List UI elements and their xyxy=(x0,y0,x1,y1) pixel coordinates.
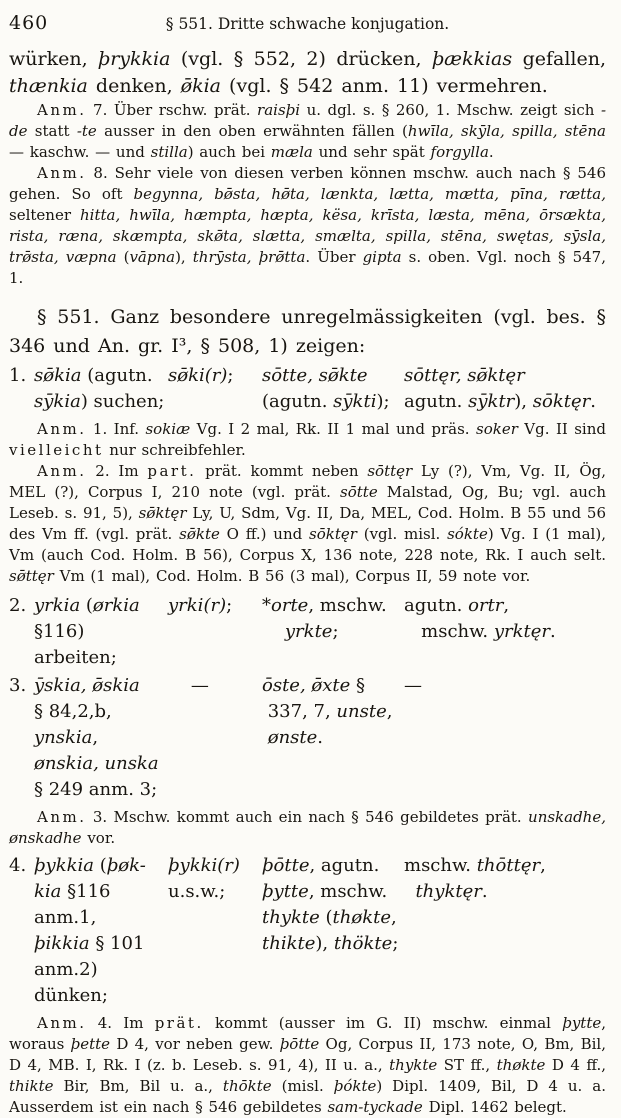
item-4-lemma: þykkia (þøk- kia §116 anm.1, þikkia § 101 anm.2) dünken; xyxy=(34,855,146,1006)
item-4-number: 4. xyxy=(9,855,27,876)
item-2-participle: agutn. ortr, mschw. yrktęr. xyxy=(404,595,556,642)
anm-4-paragraph: Anm. 4. Im prät. kommt (ausser im G. II) mschw. einmal þytte, woraus þette D 4, vor neben gew. þōtte Og, Corpus II, 173 note, O, Bm, Bil, D 4, MB. I, Rk. I (z. b. Leseb. s. 91, 4), II u. a., thykte ST ff., thøkte D 4 ff., thikte Bir, Bm, Bil u. a., thōkte (misl. þókte) Dipl. 1409, Bil, D 4 u. a. Ausserdem ist ein nach § 546 gebildetes sam-tyckade Dipl. 1462 belegt. xyxy=(9,1014,607,1116)
running-head: § 551. Dritte schwache konjugation. xyxy=(165,15,450,33)
section-551-heading-paragraph: § 551. Ganz besondere unregelmässigkeiten (vgl. bes. § 346 und An. gr. I³, § 508, 1) zeigen: xyxy=(9,306,606,357)
anm-7-paragraph: Anm. 7. Über rschw. prät. raisþi u. dgl. s. § 260, 1. Mschw. zeigt sich -de statt -te ausser in den oben erwähnten fällen (hwīla, skȳla, spilla, stēna — kaschw. — und stilla) auch bei mæla und sehr spät forgylla. xyxy=(9,101,607,161)
paradigm-row-2 xyxy=(9,593,606,671)
page-number: 460 xyxy=(9,12,49,34)
item-3-preterite: ōste, ø̄xte § 337, 7, unste, ønste. xyxy=(262,675,393,748)
item-4-preterite: þōtte, agutn. þytte, mschw. thykte (thøkte, thikte), thökte; xyxy=(262,855,399,954)
item-1-present: sø̄ki(r); xyxy=(168,365,234,386)
page-header xyxy=(9,12,606,38)
item-3-present: — xyxy=(168,675,209,696)
paradigm-row-3 xyxy=(9,673,606,803)
item-2-present: yrki(r); xyxy=(168,595,233,616)
item-2-number: 2. xyxy=(9,595,27,616)
item-2-lemma: yrkia (ørkia §116) arbeiten; xyxy=(34,595,140,668)
anm-1-paragraph: Anm. 1. Inf. sokiæ Vg. I 2 mal, Rk. II 1 mal und präs. soker Vg. II sind vielleicht nur schreibfehler. xyxy=(9,420,606,459)
anm-2-paragraph: Anm. 2. Im part. prät. kommt neben sōttęr Ly (?), Vm, Vg. II, Ög, MEL (?), Corpus I, 210 note (vgl. prät. sōtte Malstad, Og, Bu; vgl. auch Leseb. s. 91, 5), sø̄ktęr Ly, U, Sdm, Vg. II, Da, MEL, Cod. Holm. B 55 und 56 des Vm ff. (vgl. prät. sø̄kte O ff.) und sōktęr (vgl. misl. sókte) Vg. I (1 mal), Vm (auch Cod. Holm. B 56), Corpus X, 136 note, 228 note, Rk. I auch selt. sø̄ttęr Vm (1 mal), Cod. Holm. B 56 (3 mal), Corpus II, 59 note vor. xyxy=(9,462,606,585)
paradigm-row-4 xyxy=(9,853,606,1009)
anm-8-paragraph: Anm. 8. Sehr viele von diesen verben können mschw. auch nach § 546 gehen. So oft begynna, bø̄sta, hø̄ta, lænkta, lætta, mætta, pīna, rætta, seltener hitta, hwīla, hæmpta, hæpta, kësa, krīsta, læsta, mēna, ōrsækta, rista, ræna, skæmpta, skø̄ta, slætta, smælta, spilla, stēna, swętas, sȳsla, trø̄sta, væpna (vāpna), thrȳsta, þrø̄tta. Über gipta s. oben. Vgl. noch § 547, 1. xyxy=(9,164,606,287)
intro-paragraph: würken, þrykkia (vgl. § 552, 2) drücken, þækkias gefallen, thænkia denken, ø̄kia (vgl. § 542 anm. 11) vermehren. xyxy=(9,48,607,97)
book-page xyxy=(9,12,606,1118)
paradigm-row-1 xyxy=(9,363,606,415)
item-3-number: 3. xyxy=(9,675,27,696)
item-1-number: 1. xyxy=(9,365,27,386)
item-4-present: þykki(r) u.s.w.; xyxy=(168,855,240,902)
item-1-participle: sōttęr, sø̄ktęr agutn. sȳktr), sōktęr. xyxy=(404,365,596,412)
item-1-preterite: sōtte, sø̄kte (agutn. sȳkti); xyxy=(262,365,390,412)
item-2-preterite: *orte, mschw. yrkte; xyxy=(262,595,387,642)
item-4-participle: mschw. thōttęr, thyktęr. xyxy=(404,855,546,902)
item-3-lemma: ȳskia, ø̄skia § 84,2,b, ynskia, ønskia, unska § 249 anm. 3; xyxy=(34,675,159,800)
item-1-lemma: sø̄kia (agutn. sȳkia) suchen; xyxy=(34,365,165,412)
item-3-participle: — xyxy=(404,675,422,696)
anm-3-paragraph: Anm. 3. Mschw. kommt auch ein nach § 546 gebildetes prät. unskadhe, ønskadhe vor. xyxy=(9,808,606,847)
